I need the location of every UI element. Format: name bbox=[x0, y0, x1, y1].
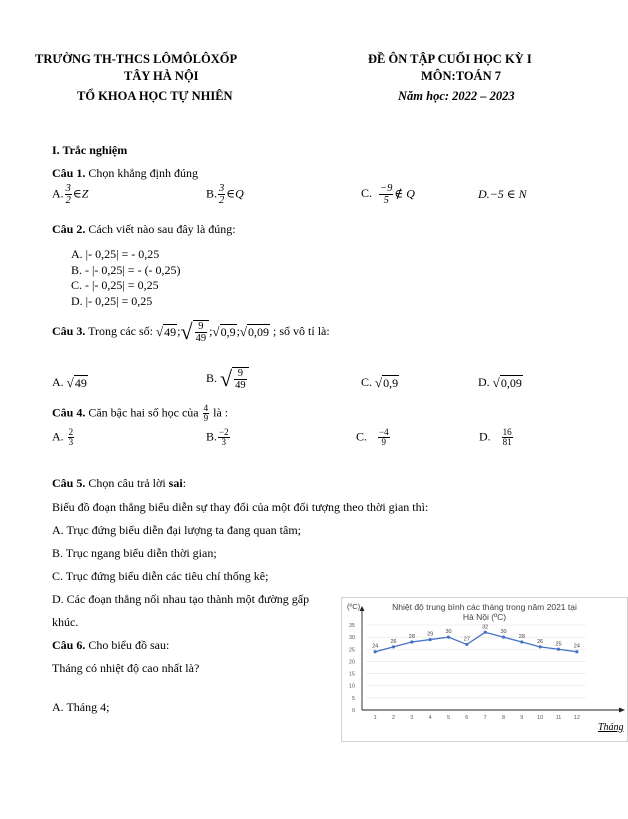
chart-ytick-label: 20 bbox=[348, 659, 355, 666]
q1-c-rest: ∉ Q bbox=[394, 186, 415, 201]
q4-b-prefix: B. bbox=[206, 429, 218, 444]
q4-frac-num: 4 bbox=[203, 403, 209, 413]
chart-data-label: 25 bbox=[555, 641, 562, 648]
q1-c-prefix: C. bbox=[361, 186, 373, 201]
q2-text: Cách viết nào sau đây là đúng: bbox=[85, 222, 236, 236]
q4-c-num: −4 bbox=[379, 427, 389, 437]
q1-label: Câu 1. bbox=[52, 166, 86, 180]
chart-xtick-label: 7 bbox=[483, 715, 487, 721]
q3-option-b: B. √ $\frac{9}{49}$ bbox=[206, 366, 249, 392]
q4-a-num: 2 bbox=[68, 427, 74, 437]
q3-option-a: A. √49 bbox=[52, 375, 87, 391]
q4-frac-den: 9 bbox=[203, 413, 209, 424]
q1-c-den: 5 bbox=[383, 195, 389, 207]
q1-prompt bbox=[52, 166, 198, 181]
q3-sqrt-9-49: √ $\frac{9}{49}$ bbox=[181, 319, 210, 345]
q1-b-fraction bbox=[218, 183, 225, 206]
q1-c-fraction bbox=[379, 183, 393, 206]
chart-data-label: 30 bbox=[500, 629, 507, 636]
chart-xtick-label: 2 bbox=[391, 715, 396, 721]
q4-a-prefix: A. bbox=[52, 429, 64, 444]
q4-option-a bbox=[52, 428, 75, 448]
q3-a-val: 49 bbox=[74, 376, 87, 391]
chart-ytick-label: 35 bbox=[348, 623, 355, 629]
q5-option-b: B. Trục ngang biểu diễn thời gian; bbox=[52, 546, 217, 560]
q3-r3: 0,9 bbox=[220, 325, 236, 339]
exam-title: ĐỀ ÔN TẬP CUỐI HỌC KỲ I bbox=[368, 52, 532, 66]
temperature-chart bbox=[341, 597, 628, 742]
chart-xtick-label: 1 bbox=[373, 715, 377, 721]
q3-c-val: 0,9 bbox=[383, 376, 399, 391]
chart-ytick-label: 25 bbox=[348, 647, 355, 654]
q5-option-a: A. Trục đứng biểu diễn đại lượng ta đang quan tâm; bbox=[52, 523, 301, 537]
q1-a-fraction bbox=[65, 183, 72, 206]
q3-sep3: ; bbox=[236, 323, 240, 338]
q3-c-prefix: C. bbox=[361, 375, 373, 389]
q3-text-before: Trong các số: bbox=[85, 323, 157, 338]
q4-d-den: 81 bbox=[502, 437, 512, 448]
school-district: TÂY HÀ NỘI bbox=[124, 69, 199, 83]
q2-label: Câu 2. bbox=[52, 222, 86, 236]
q3-b-den: 49 bbox=[235, 380, 246, 391]
q5-text-bold: sai bbox=[168, 476, 183, 490]
q3-r4: 0,09 bbox=[248, 325, 270, 339]
department-name: TỔ KHOA HỌC TỰ NHIÊN bbox=[77, 89, 233, 103]
q5-text-before: Chọn câu trả lời bbox=[85, 476, 169, 490]
chart-x-arrow bbox=[619, 708, 625, 713]
q5-label: Câu 5. bbox=[52, 476, 86, 490]
chart-data-point bbox=[429, 638, 432, 641]
q3-a-prefix: A. bbox=[52, 375, 64, 389]
chart-data-point bbox=[557, 648, 560, 651]
chart-series-line bbox=[375, 632, 577, 651]
q3-label: Câu 3. bbox=[52, 323, 86, 338]
chart-data-label: 24 bbox=[372, 643, 379, 650]
q1-a-rest: ∈Z bbox=[72, 186, 89, 201]
q2-option-c: C. - |- 0,25| = 0,25 bbox=[71, 278, 159, 292]
q4-a-den: 3 bbox=[68, 437, 74, 448]
chart-y-arrow bbox=[360, 606, 365, 611]
school-year: Năm học: 2022 – 2023 bbox=[398, 89, 515, 103]
q3-d-prefix: D. bbox=[478, 375, 490, 389]
q4-d-num: 16 bbox=[502, 427, 512, 437]
q1-b-rest: ∈Q bbox=[226, 186, 244, 201]
q2-option-d: D. |- 0,25| = 0,25 bbox=[71, 294, 153, 308]
section-title: I. Trắc nghiệm bbox=[52, 143, 128, 157]
q1-b-prefix: B. bbox=[206, 186, 218, 201]
q4-c-prefix: C. bbox=[356, 429, 368, 444]
q3-b-prefix: B. bbox=[206, 370, 218, 385]
q4-option-d bbox=[479, 428, 514, 448]
chart-title-line2: Hà Nội (ºC) bbox=[462, 612, 507, 622]
q4-text-before: Căn bậc hai số học của bbox=[85, 405, 202, 420]
q4-label: Câu 4. bbox=[52, 405, 86, 420]
chart-data-label: 29 bbox=[427, 631, 434, 638]
chart-ytick-label: 0 bbox=[351, 708, 355, 714]
q6-label: Câu 6. bbox=[52, 638, 86, 652]
chart-xtick-label: 10 bbox=[537, 715, 544, 721]
q5-option-d-line1: D. Các đoạn thẳng nối nhau tạo thành một đường gấp bbox=[52, 592, 310, 606]
chart-data-point bbox=[575, 650, 578, 653]
exam-subject: MÔN:TOÁN 7 bbox=[421, 69, 501, 83]
chart-data-label: 27 bbox=[463, 636, 470, 643]
chart-plot bbox=[342, 598, 627, 741]
chart-data-point bbox=[374, 650, 377, 653]
q3-option-c: C. √0,9 bbox=[361, 375, 399, 391]
q4-fraction bbox=[203, 404, 210, 424]
school-name: TRƯỜNG TH-THCS LÔMÔLÔXỐP bbox=[35, 52, 238, 66]
q2-option-a: A. |- 0,25| = - 0,25 bbox=[71, 247, 160, 261]
q1-b-den: 2 bbox=[219, 195, 225, 207]
q2-prompt bbox=[52, 222, 236, 237]
chart-ytick-label: 15 bbox=[348, 671, 355, 678]
chart-data-point bbox=[520, 640, 523, 643]
q1-b-num: 3 bbox=[219, 183, 225, 194]
q4-text-after: là : bbox=[210, 405, 229, 420]
chart-ytick-label: 10 bbox=[348, 683, 355, 690]
q1-option-c bbox=[361, 183, 415, 206]
q3-r1: 49 bbox=[164, 325, 177, 339]
q3-d-val: 0,09 bbox=[500, 376, 522, 391]
q3-r2-den: 49 bbox=[195, 333, 207, 344]
chart-xtick-label: 12 bbox=[573, 715, 580, 721]
q4-prompt bbox=[52, 404, 228, 424]
chart-xtick-label: 8 bbox=[501, 715, 506, 721]
chart-data-point bbox=[447, 636, 450, 639]
chart-data-point bbox=[484, 631, 487, 634]
chart-data-point bbox=[392, 645, 395, 648]
q5-text-after: : bbox=[182, 476, 187, 490]
chart-data-label: 26 bbox=[390, 638, 397, 645]
q3-sep1: ; bbox=[177, 323, 181, 338]
chart-ytick-label: 30 bbox=[348, 635, 355, 642]
q3-prompt bbox=[52, 319, 330, 345]
chart-ytick-label: 5 bbox=[351, 695, 355, 702]
q5-prompt bbox=[52, 476, 186, 491]
q2-option-b: B. - |- 0,25| = - (- 0,25) bbox=[71, 263, 181, 277]
q5-option-c: C. Trục đứng biểu diễn các tiêu chí thống kê; bbox=[52, 569, 269, 583]
q5-option-d-line2: khúc. bbox=[52, 615, 79, 629]
q3-option-d: D. √0,09 bbox=[478, 375, 522, 391]
chart-data-label: 24 bbox=[573, 643, 580, 650]
chart-data-point bbox=[465, 643, 468, 646]
q3-text-after: ; số vô tỉ là: bbox=[270, 323, 330, 338]
q1-a-prefix: A. bbox=[52, 186, 64, 201]
q4-option-b bbox=[206, 428, 231, 448]
chart-data-label: 32 bbox=[482, 624, 489, 631]
q1-option-a bbox=[52, 183, 88, 206]
q3-sqrt-0-9: √0,9 bbox=[212, 324, 236, 339]
chart-data-point bbox=[502, 636, 505, 639]
q3-sqrt-0-09: √0,09 bbox=[239, 324, 270, 339]
chart-xtick-label: 5 bbox=[446, 715, 451, 721]
q4-b-num: −2 bbox=[219, 427, 229, 437]
chart-data-label: 30 bbox=[445, 629, 452, 636]
q3-sqrt-49: √49 bbox=[156, 324, 177, 339]
q3-b-num: 9 bbox=[234, 368, 247, 380]
q1-a-num: 3 bbox=[65, 183, 71, 194]
q4-b-den: 3 bbox=[221, 437, 227, 448]
chart-ylabel: (ºC) bbox=[347, 602, 361, 611]
q4-option-c bbox=[356, 428, 391, 448]
q6-question: Tháng có nhiệt độ cao nhất là? bbox=[52, 661, 200, 675]
chart-xtick-label: 11 bbox=[555, 715, 562, 721]
q1-c-num: −9 bbox=[380, 183, 393, 194]
q4-d-prefix: D. bbox=[479, 429, 491, 444]
q4-c-den: 9 bbox=[381, 437, 387, 448]
chart-xtick-label: 9 bbox=[520, 715, 524, 721]
q6-option-a: A. Tháng 4; bbox=[52, 700, 110, 714]
chart-data-point bbox=[410, 640, 413, 643]
chart-xlabel: Tháng bbox=[598, 722, 624, 733]
chart-xtick-label: 4 bbox=[428, 715, 432, 721]
chart-xtick-label: 6 bbox=[465, 715, 469, 721]
chart-title-line1: Nhiệt độ trung bình các tháng trong năm 2021 tại bbox=[392, 602, 577, 612]
q6-prompt bbox=[52, 638, 169, 653]
q1-option-d: D.−5 ∈ N bbox=[478, 187, 527, 201]
q1-text: Chọn khẳng định đúng bbox=[85, 166, 199, 180]
chart-xtick-label: 3 bbox=[410, 715, 414, 721]
q5-line1: Biểu đồ đoạn thẳng biểu diễn sự thay đổi của một đối tượng theo thời gian thì: bbox=[52, 500, 429, 514]
chart-data-point bbox=[539, 645, 542, 648]
q1-a-den: 2 bbox=[65, 195, 71, 207]
chart-data-label: 26 bbox=[537, 638, 544, 645]
q3-r2-num: 9 bbox=[195, 321, 208, 333]
chart-data-label: 28 bbox=[408, 634, 415, 640]
chart-data-label: 28 bbox=[518, 634, 525, 640]
q1-option-b bbox=[206, 183, 244, 206]
q6-text: Cho biểu đồ sau: bbox=[85, 638, 170, 652]
q3-sep2: ; bbox=[209, 323, 213, 338]
